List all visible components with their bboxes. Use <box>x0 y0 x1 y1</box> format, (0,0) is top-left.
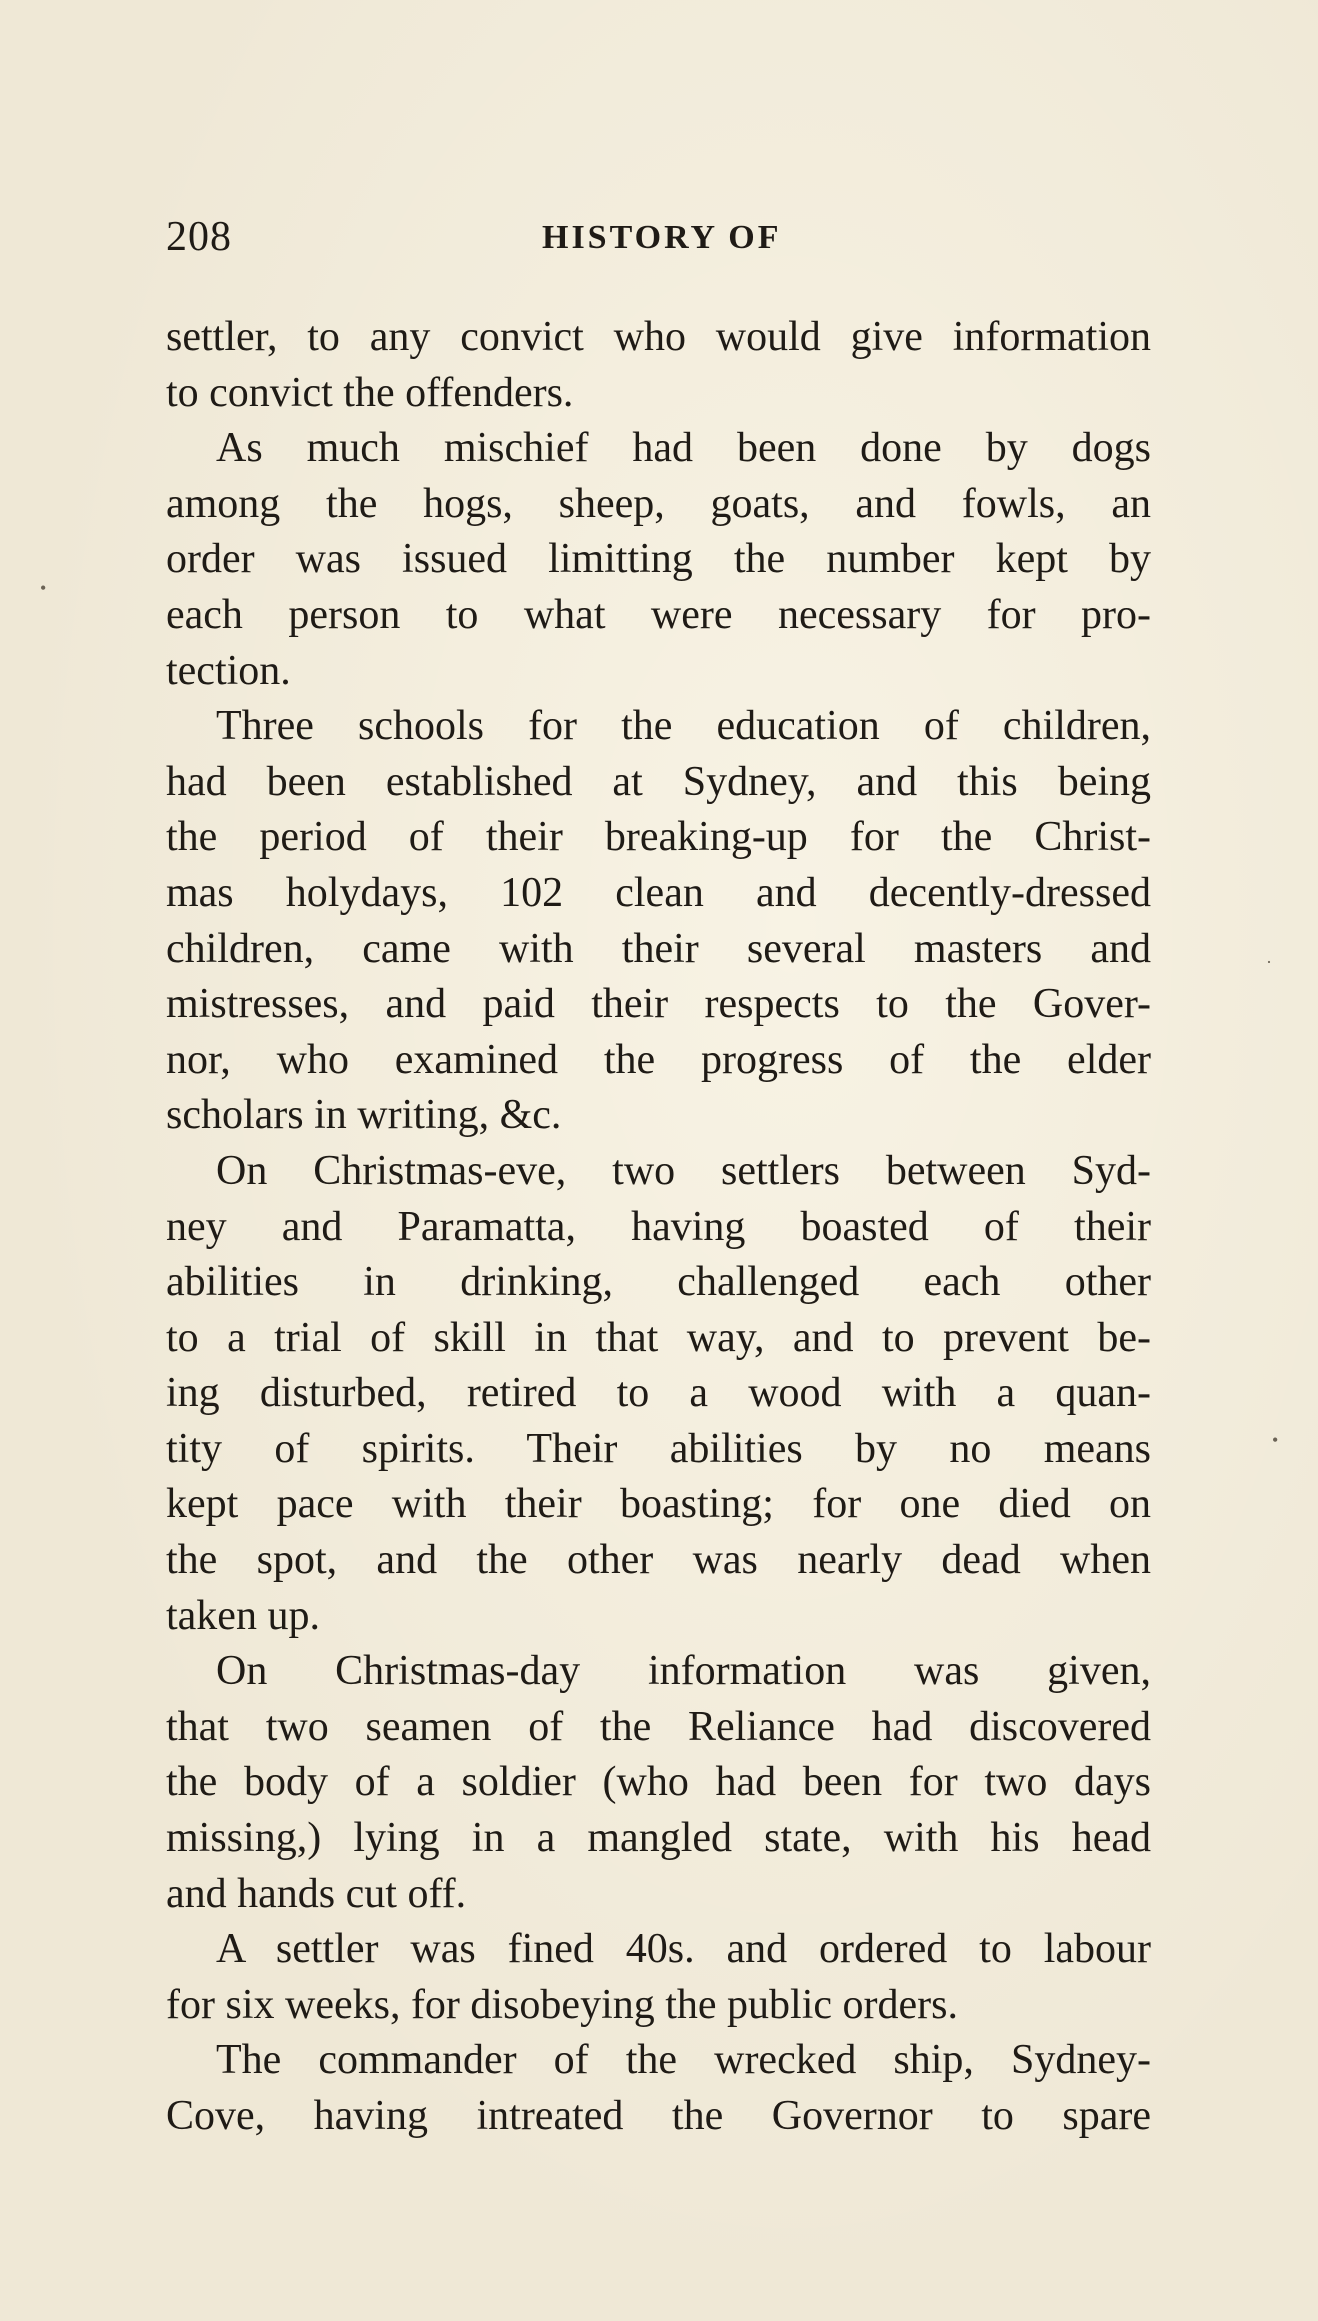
text-line: for six weeks, for disobeying the public orders. <box>166 1981 958 2028</box>
text-line: the body of a soldier (who had been for two days <box>166 1759 1151 1806</box>
text-line: order was issued limitting the number kept by <box>166 536 1151 583</box>
text-line: Cove, having intreated the Governor to spare <box>166 2093 1151 2139</box>
text-line: each person to what were necessary for pro- <box>166 591 1151 638</box>
text-line: that two seamen of the Reliance had discovered <box>166 1703 1151 1750</box>
text-line: mas holydays, 102 clean and decently-dressed <box>166 869 1151 916</box>
text-line: ney and Paramatta, having boasted of their <box>166 1203 1151 1250</box>
text-line: tection. <box>166 647 291 694</box>
running-head <box>166 213 1151 273</box>
text-line: to convict the offenders. <box>166 369 574 416</box>
text-line: tity of spirits. Their abilities by no means <box>166 1425 1151 1472</box>
body-text <box>166 310 1151 2145</box>
paragraph-first-line: As much mischief had been done by dogs <box>216 425 1151 472</box>
paragraph-first-line: Three schools for the education of children, <box>216 703 1151 750</box>
text-line: among the hogs, sheep, goats, and fowls, an <box>166 480 1151 527</box>
text-line: nor, who examined the progress of the elder <box>166 1036 1151 1083</box>
text-line: and hands cut off. <box>166 1870 467 1917</box>
ink-speck: • <box>40 578 47 598</box>
text-line: taken up. <box>166 1592 320 1639</box>
text-line: the spot, and the other was nearly dead when <box>166 1537 1151 1584</box>
paragraph-first-line: A settler was fined 40s. and ordered to labour <box>216 1926 1151 1973</box>
paragraph-first-line: On Christmas-eve, two settlers between Syd- <box>216 1147 1151 1194</box>
text-line: the period of their breaking-up for the Christ- <box>166 814 1151 861</box>
text-line: mistresses, and paid their respects to the Gover- <box>166 981 1151 1028</box>
text-line: scholars in writing, &c. <box>166 1092 562 1139</box>
page-number: 208 <box>166 214 232 260</box>
text-line: to a trial of skill in that way, and to prevent be- <box>166 1314 1151 1361</box>
ink-speck: • <box>1272 1430 1279 1450</box>
text-line: kept pace with their boasting; for one died on <box>166 1481 1151 1528</box>
text-line: missing,) lying in a mangled state, with his head <box>166 1815 1151 1862</box>
text-line: settler, to any convict who would give information <box>166 314 1151 360</box>
paragraph-first-line: The commander of the wrecked ship, Sydney- <box>216 2037 1151 2084</box>
text-line: had been established at Sydney, and this being <box>166 758 1151 805</box>
ink-speck: · <box>1266 952 1272 972</box>
paragraph-first-line: On Christmas-day information was given, <box>216 1648 1151 1695</box>
text-line: abilities in drinking, challenged each other <box>166 1259 1151 1306</box>
text-line: children, came with their several masters and <box>166 925 1151 972</box>
running-title: HISTORY OF <box>542 219 782 256</box>
text-line: ing disturbed, retired to a wood with a quan- <box>166 1370 1151 1417</box>
